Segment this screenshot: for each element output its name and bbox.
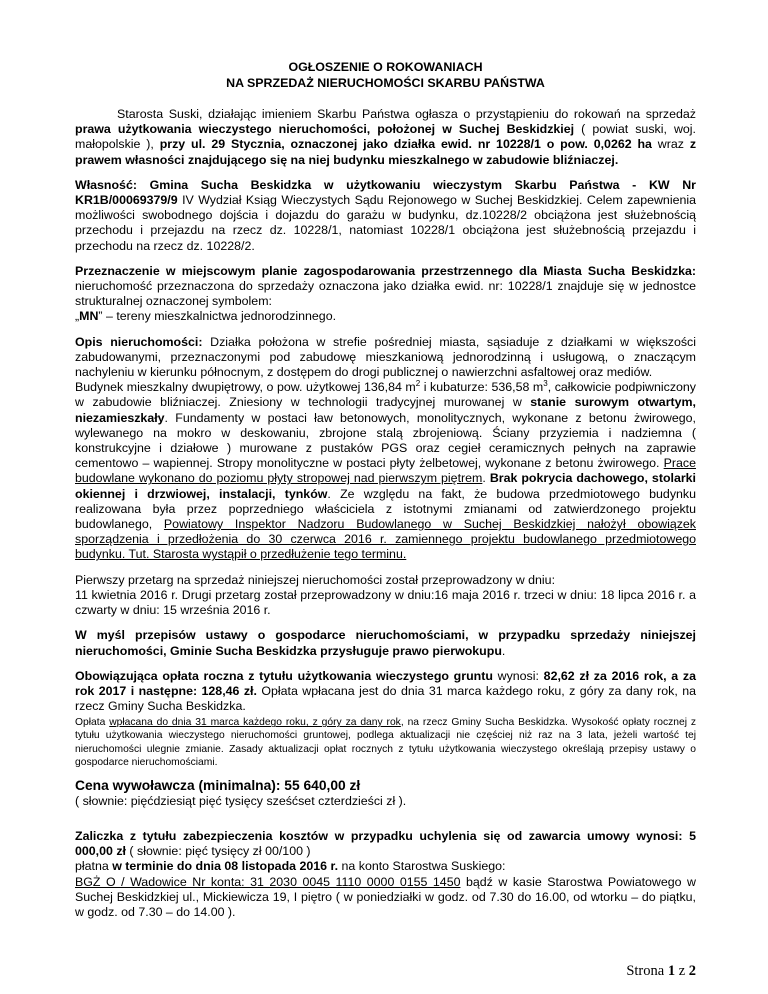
deposit-paragraph: Zaliczka z tytułu zabezpieczenia kosztów w przypadku uchylenia się od zawarcia umowy wynosi: 5 000,00 zł ( słownie: pięć tysięcy zł 00/100 ) płatna w terminie do dnia 08 listopada 2016 r. na konto Starostwa Suskiego: BGŻ O / Wadowice Nr konta: 31 2030 0045 1110 0000 0155 1450 bądź w kasie Starostwa Powiatowego w Suchej Beskidzkiej ul., Mickiewicza 19, I piętro ( w poniedziałki w godz. od 7.30 do 16.00, od wtorku – do piątku, w godz. od 7.30 – do 14.00 ). (75, 828, 697, 919)
starting-price-heading: Cena wywoławcza (minimalna): 55 640,00 zł (75, 777, 361, 793)
document-page (75, 60, 696, 930)
document-title-line-1: OGŁOSZENIE O ROKOWANIACH (288, 60, 483, 74)
previous-tenders-paragraph: Pierwszy przetarg na sprzedaż niniejszej nieruchomości został przeprowadzony w dniu: 11 kwietnia 2016 r. Drugi przetarg został przeprowadzony w dniu:16 maja 2016 r. trzeci w dniu: 18 lipca 2016 r. a czwarty w dniu: 15 września 2016 r. (75, 572, 696, 618)
intro-paragraph: Starosta Suski, działając imieniem Skarbu Państwa ogłasza o przystąpieniu do rokowań na sprzedaż prawa użytkowania wieczystego nieruchomości, położonej w Suchej Beskidzkiej ( powiat suski, woj. małopolskie ), przy ul. 29 Stycznia, oznaczonej jako działka ewid. nr 10228/1 o pow. 0,0262 ha wraz z prawem własności znajdującego się na niej budynku mieszkalnego w zabudowie bliźniaczej. (75, 107, 697, 167)
starting-price-in-words: ( słownie: pięćdziesiąt pięć tysięcy sześćset czterdzieści zł ). (75, 793, 407, 808)
preemption-right-paragraph: W myśl przepisów ustawy o gospodarce nieruchomościami, w przypadku sprzedaży niniejszej nieruchomości, Gminie Sucha Beskidzka przysługuje prawo pierwokupu. (75, 628, 696, 658)
property-description-paragraph: Opis nieruchomości: Działka położona w strefie pośredniej miasta, sąsiaduje z działkami w większości zabudowanymi, przeznaczonymi pod zabudowę mieszkaniową jednorodzinną i usługową, o znaczącym nachyleniu w kierunku północnym, z dostępem do drogi publicznej o nawierzchni asfaltowej oraz mediów. Budynek mieszkalny dwupiętrowy, o pow. użytkowej 136,84 $m^2$ i kubaturze: 536,58 $m^3$, całkowicie podpiwniczony w zabudowie bliźniaczej. Zniesiony w technologii tradycyjnej murowanej w stanie surowym otwartym, niezamieszkały. Fundamenty w postaci ław betonowych, monolitycznych, wykonane z betonu żwirowego, wylewanego na mokro w deskowaniu, zbrojone stalą zbrojeniową. Ściany przyziemia i nadziemna ( konstrukcyjne i działowe ) murowane z pustaków PGS oraz cegieł ceramicznych pełnych na zaprawie cementowo – wapiennej. Stropy monolityczne w postaci płyty żelbetowej, wykonane z betonu żwirowego. Prace budowlane wykonano do poziomu płyty stropowej nad pierwszym piętrem. Brak pokrycia dachowego, stolarki okiennej i drzwiowej, instalacji, tynków. Ze względu na fakt, że budowa przedmiotowego budynku realizowana była przez poprzedniego właściciela z istotnymi zmianami od zatwierdzonego projektu budowlanego, Powiatowy Inspektor Nadzoru Budowlanego w Suchej Beskidzkiej nałożył obowiązek sporządzenia i przedłożenia do 30 czerwca 2016 r. zamiennego projektu budowlanego przedmiotowego budynku. Tut. Starosta wystąpił o przedłużenie tego terminu. (75, 334, 696, 562)
annual-fee-note: Opłata wpłacana do dnia 31 marca każdego roku, z góry za dany rok, na rzecz Gminy Sucha Beskidzka. Wysokość opłaty rocznej z tytułu użytkowania wieczystego nieruchomości gruntowej, podlega aktualizacji nie częściej niż raz na 3 lata, jeżeli wartość tej nieruchomości ulegnie zmianie. Zasady aktualizacji opłat rocznych z tytułu użytkowania wieczystego określają przepisy ustawy o gospodarce nieruchomościami. (75, 717, 697, 768)
document-title-line-2: NA SPRZEDAŻ NIERUCHOMOŚCI SKARBU PAŃSTWA (226, 75, 545, 90)
zoning-paragraph: Przeznaczenie w miejscowym planie zagospodarowania przestrzennego dla Miasta Sucha Beskidzka: nieruchomość przeznaczona do sprzedaży oznaczona jako działka ewid. nr: 10228/1 znajduje się w jednostce strukturalnej oznaczonej symbolem: „MN” – tereny mieszkalnictwa jednorodzinnego. (75, 263, 696, 324)
annual-fee-paragraph: Obowiązująca opłata roczna z tytułu użytkowania wieczystego gruntu wynosi: 82,62 zł za 2016 rok, a za rok 2017 i następne: 128,46 zł. Opłata wpłacana jest do dnia 31 marca każdego roku, z góry za dany rok, na rzecz Gminy Sucha Beskidzka. (75, 668, 696, 714)
page-number-footer: Strona 1 z 2 (626, 963, 696, 979)
ownership-paragraph: Własność: Gmina Sucha Beskidzka w użytkowaniu wieczystym Skarbu Państwa - KW Nr KR1B/00069379/9 IV Wydział Ksiąg Wieczystych Sądu Rejonowego w Suchej Beskidzkiej. Celem zapewnienia możliwości swobodnego dojścia i dojazdu do garażu w budynku, dz.10228/2 obciążona jest służebnością przechodu i przejazdu na rzecz dz. 10228/1, natomiast 10228/1 obciążona jest służebnością przejazdu i przechodu na rzecz dz. 10228/2. (75, 177, 696, 253)
